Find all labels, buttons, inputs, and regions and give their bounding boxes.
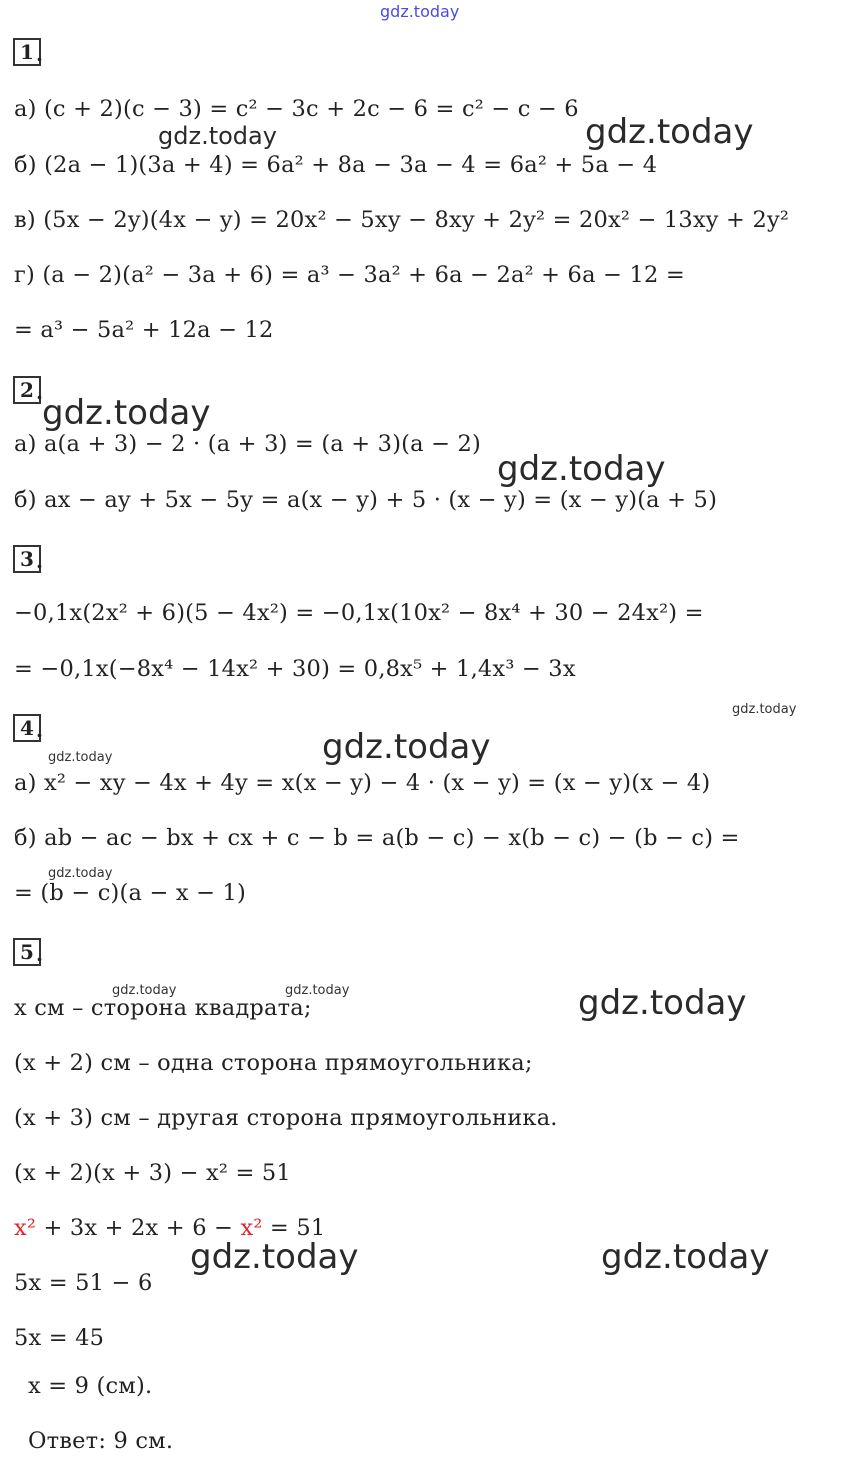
- task-3-line-1: −0,1x(2x² + 6)(5 − 4x²) = −0,1x(10x² − 8x⁴ + 30 − 24x²) =: [14, 600, 704, 626]
- task-1-b: б) (2a − 1)(3a + 4) = 6a² + 8a − 3a − 4 = 6a² + 5a − 4: [14, 152, 658, 178]
- task-5-number: 5: [13, 938, 41, 966]
- task-1-g: г) (a − 2)(a² − 3a + 6) = a³ − 3a² + 6a − 2a² + 6a − 12 =: [14, 262, 685, 288]
- task-1-a: а) (c + 2)(c − 3) = c² − 3c + 2c − 6 = c² − c − 6: [14, 96, 579, 122]
- watermark: gdz.today: [48, 866, 113, 881]
- watermark: gdz.today: [158, 122, 277, 150]
- highlight-x-squared-2: x²: [240, 1215, 263, 1241]
- watermark: gdz.today: [732, 702, 797, 717]
- task-3-dot: .: [36, 549, 43, 573]
- header-watermark: gdz.today: [380, 2, 460, 21]
- task-3-number: 3: [13, 545, 41, 573]
- watermark: gdz.today: [578, 983, 747, 1023]
- task-2-dot: .: [36, 380, 43, 404]
- task-5-line-4: (x + 2)(x + 3) − x² = 51: [14, 1160, 291, 1186]
- watermark: gdz.today: [585, 112, 754, 152]
- task-4-b: б) ab − ac − bx + cx + c − b = a(b − c) − x(b − c) − (b − c) =: [14, 825, 740, 851]
- task-1-v: в) (5x − 2y)(4x − y) = 20x² − 5xy − 8xy + 2y² = 20x² − 13xy + 2y²: [14, 207, 790, 233]
- task-5-dot: .: [36, 942, 43, 966]
- task-5-line-8: x = 9 (см).: [28, 1373, 153, 1399]
- task-5-line-2: (x + 2) см – одна сторона прямоугольника;: [14, 1050, 533, 1076]
- watermark: gdz.today: [497, 449, 666, 489]
- watermark: gdz.today: [42, 393, 211, 433]
- task-4-dot: .: [36, 718, 43, 742]
- task-1-number: 1: [13, 38, 41, 66]
- watermark: gdz.today: [112, 983, 177, 998]
- task-4-b-cont: = (b − c)(a − x − 1): [14, 880, 247, 906]
- task-5-line-5-end: = 51: [262, 1215, 326, 1241]
- highlight-x-squared-1: x²: [14, 1215, 37, 1241]
- watermark: gdz.today: [322, 727, 491, 767]
- task-4-number: 4: [13, 714, 41, 742]
- watermark: gdz.today: [285, 983, 350, 998]
- task-2-b: б) ax − ay + 5x − 5y = a(x − y) + 5 · (x − y) = (x − y)(a + 5): [14, 487, 718, 513]
- task-5-line-7: 5x = 45: [14, 1325, 105, 1351]
- task-5-line-1: x см – сторона квадрата;: [14, 995, 312, 1021]
- task-1-dot: .: [36, 42, 43, 66]
- task-5-line-5-middle: + 3x + 2x + 6 −: [36, 1215, 241, 1241]
- task-5-line-3: (x + 3) см – другая сторона прямоугольника.: [14, 1105, 558, 1131]
- task-4-a: а) x² − xy − 4x + 4y = x(x − y) − 4 · (x − y) = (x − y)(x − 4): [14, 770, 711, 796]
- task-5-answer: Ответ: 9 см.: [28, 1428, 174, 1454]
- task-5-line-6: 5x = 51 − 6: [14, 1270, 153, 1296]
- watermark: gdz.today: [48, 750, 113, 765]
- task-3-line-2: = −0,1x(−8x⁴ − 14x² + 30) = 0,8x⁵ + 1,4x³ − 3x: [14, 656, 576, 682]
- watermark: gdz.today: [601, 1237, 770, 1277]
- task-2-a: а) a(a + 3) − 2 · (a + 3) = (a + 3)(a − 2): [14, 431, 482, 457]
- task-1-g-cont: = a³ − 5a² + 12a − 12: [14, 317, 274, 343]
- task-2-number: 2: [13, 376, 41, 404]
- watermark: gdz.today: [190, 1237, 359, 1277]
